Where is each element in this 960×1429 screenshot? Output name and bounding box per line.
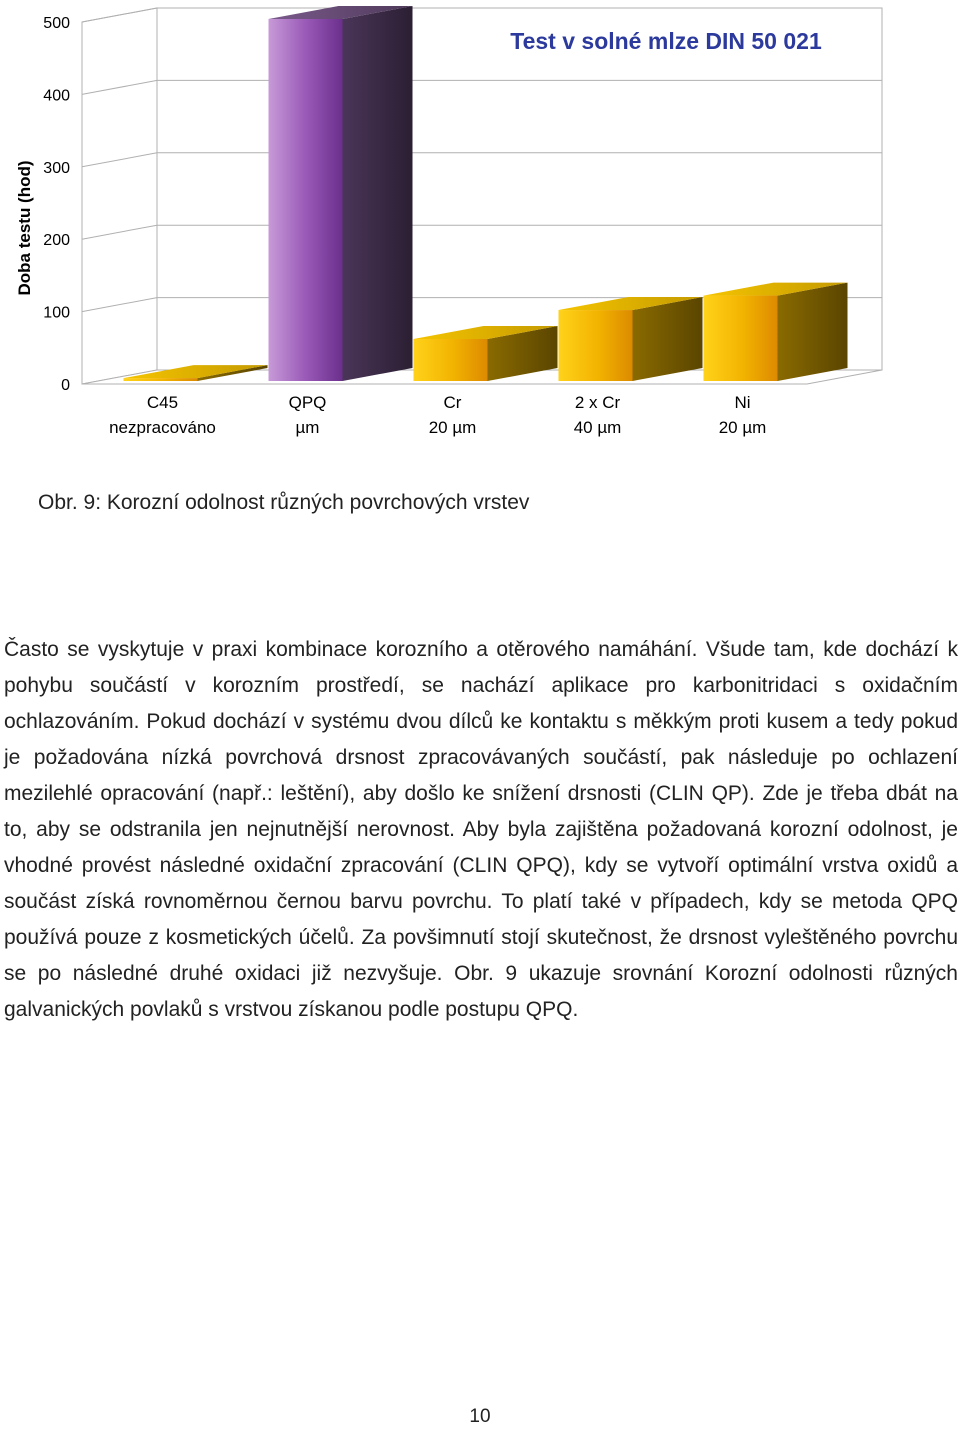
chart-svg [0, 0, 960, 445]
bar-front [704, 296, 778, 381]
y-tick-label: 100 [43, 304, 70, 322]
left-wall [82, 8, 157, 384]
y-tick-label: 500 [43, 15, 70, 32]
bar-side [343, 6, 413, 381]
y-tick-label: 200 [43, 232, 70, 250]
page-number: 10 [469, 1406, 491, 1427]
bar-front [559, 310, 633, 381]
corrosion-bar-chart [0, 0, 960, 445]
y-tick-label: 400 [43, 87, 70, 105]
category-label: 2 x Cr [574, 393, 621, 412]
y-tick-labels [43, 15, 70, 394]
category-label: Cr [443, 393, 462, 412]
bar [559, 297, 703, 381]
bar [704, 283, 848, 381]
bar-front [124, 378, 198, 381]
category-label: C45 [146, 393, 179, 412]
category-label: 20 µm [428, 418, 477, 437]
bar-side [633, 297, 703, 381]
category-label: µm [295, 418, 320, 437]
bar-front [414, 339, 488, 381]
body-paragraph: Často se vyskytuje v praxi kombinace korozního a otěrového namáhání. Všude tam, kde dochází k pohybu součástí v korozním prostředí, se nachází aplikace pro karbonitridaci s oxidačním ochlazováním. Pokud dochází v systému dvou dílců ke kontaktu s měkkým proti kusem a tedy pokud je požadována nízká povrchová drsnost zpracovávaných součástí, pak následuje po ochlazení mezilehlé opracování (např.: leštění), aby došlo ke snížení drsnosti (CLIN QP). Zde je třeba dbát na to, aby se odstranila jen nejnutnější nerovnost. Aby byla zajištěna požadovaná korozní odolnost, je vhodné provést následné oxidační zpracování (CLIN QPQ), kdy se vytvoří optimální vrstva oxidů a součást získá rovnoměrnou černou barvu povrchu. To platí také v případech, kdy se metoda QPQ používá pouze z kosmetických účelů. Za povšimnutí stojí skutečnost, že drsnost vyleštěného povrchu se po následné druhé oxidaci již nezvyšuje. Obr. 9 ukazuje srovnání Korozní odolnosti různých galvanických povlaků s vrstvou získanou podle postupu QPQ. [4, 638, 958, 1021]
category-label: Ni [734, 393, 751, 412]
bar-side [778, 283, 848, 381]
bar [269, 6, 413, 381]
bar-front [269, 19, 343, 381]
category-label: nezpracováno [109, 418, 216, 437]
chart-title: Test v solné mlze DIN 50 021 [510, 28, 822, 54]
category-labels [109, 393, 766, 437]
category-label: 20 µm [718, 418, 767, 437]
figure-caption: Obr. 9: Korozní odolnost různých povrchových vrstev [38, 491, 530, 514]
category-label: 40 µm [573, 418, 622, 437]
category-label: QPQ [288, 393, 327, 412]
y-tick-label: 0 [61, 377, 70, 394]
y-axis-label: Doba testu (hod) [15, 160, 34, 296]
y-tick-label: 300 [43, 159, 70, 177]
